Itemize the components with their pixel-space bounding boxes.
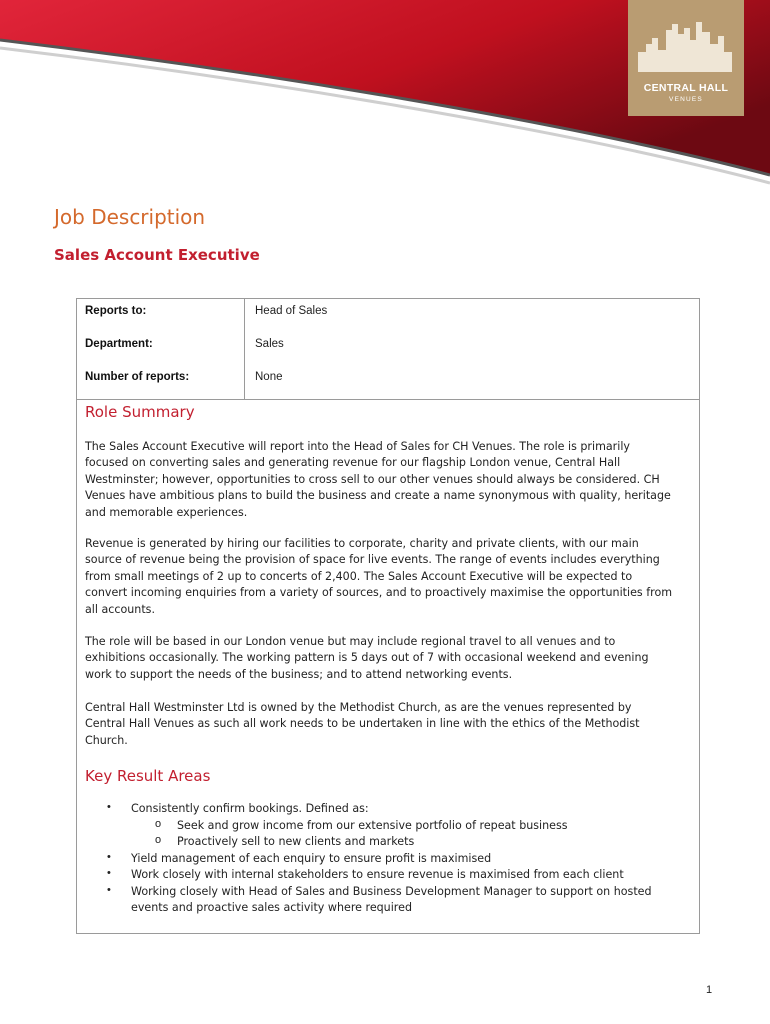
- text-line: and memorable experiences.: [85, 505, 248, 519]
- text-line: all accounts.: [85, 602, 155, 616]
- role-summary-paragraph-1: [85, 439, 697, 521]
- text-line: Central Hall Westminster Ltd is owned by the Methodist Church, as are the venues represented by: [85, 701, 632, 714]
- job-description-box: [76, 298, 700, 934]
- text-line: exhibitions occasionally. The working pattern is 5 days out of 7 with occasional weekend and evening: [85, 651, 649, 665]
- list-item: Consistently confirm bookings. Defined as:: [131, 802, 369, 815]
- department-label: Department:: [85, 338, 153, 350]
- text-line: convert incoming enquiries from a variety of sources, and to proactively maximise the opportunities from: [85, 586, 673, 600]
- list-item: Yield management of each enquiry to ensure profit is maximised: [131, 852, 492, 865]
- text-line: work to support the needs of the business; and to attend networking events.: [85, 667, 513, 681]
- bullet-icon: •: [107, 801, 111, 813]
- bullet-icon: •: [107, 851, 111, 863]
- circle-bullet-icon: o: [155, 834, 162, 846]
- text-line: Venues have ambitious plans to build the business and create a name synonymous with quality, heritage: [85, 489, 671, 503]
- role-summary-heading: Role Summary: [85, 403, 195, 421]
- text-line: source of revenue being the provision of space for live events. The range of events includes everything: [85, 553, 660, 567]
- document-title: Job Description: [54, 205, 206, 229]
- bullet-icon: •: [107, 867, 111, 879]
- text-line: Church.: [85, 733, 128, 747]
- text-line: Central Hall Venues as such all work needs to be undertaken in line with the ethics of the Methodist: [85, 717, 640, 731]
- reports-to-value: Head of Sales: [255, 305, 328, 317]
- list-item: Seek and grow income from our extensive portfolio of repeat business: [177, 819, 568, 832]
- role-summary-paragraph-3: [85, 634, 697, 683]
- list-item: Work closely with internal stakeholders to ensure revenue is maximised from each client: [131, 868, 624, 881]
- department-value: Sales: [255, 338, 284, 350]
- job-info-table: [77, 299, 699, 400]
- text-line: from small meetings of 2 up to concerts of 2,400. The Sales Account Executive will be expected to: [85, 569, 633, 583]
- number-of-reports-value: None: [255, 371, 283, 383]
- key-result-areas-heading: Key Result Areas: [85, 767, 211, 785]
- text-line: Westminster; however, opportunities to cross sell to our other venues should always be considered. CH: [85, 472, 660, 486]
- central-hall-logo: [628, 0, 744, 116]
- reports-to-label: Reports to:: [85, 305, 147, 317]
- number-of-reports-label: Number of reports:: [85, 371, 190, 383]
- list-item-continuation: events and proactive sales activity where required: [131, 901, 412, 914]
- role-summary-paragraph-4: [85, 700, 697, 749]
- info-column-divider: [244, 299, 245, 399]
- text-line: focused on converting sales and generating revenue for our flagship London venue, Central Hall: [85, 456, 621, 470]
- text-line: The role will be based in our London venue but may include regional travel to all venues and to: [85, 635, 616, 648]
- text-line: Revenue is generated by hiring our facilities to corporate, charity and private clients, with our main: [85, 537, 639, 550]
- role-summary-paragraph-2: [85, 536, 697, 618]
- bullet-icon: •: [107, 884, 111, 896]
- text-line: The Sales Account Executive will report into the Head of Sales for CH Venues. The role is primarily: [85, 440, 630, 453]
- circle-bullet-icon: o: [155, 818, 162, 830]
- list-item: Proactively sell to new clients and markets: [177, 835, 415, 848]
- list-item: Working closely with Head of Sales and Business Development Manager to support on hosted: [131, 885, 652, 898]
- page-number: 1: [706, 984, 713, 996]
- logo-sub-text: VENUES: [669, 96, 703, 103]
- logo-brand-text: CENTRAL HALL: [643, 82, 729, 94]
- document-subtitle: Sales Account Executive: [54, 246, 260, 264]
- skyline-icon: [628, 0, 744, 80]
